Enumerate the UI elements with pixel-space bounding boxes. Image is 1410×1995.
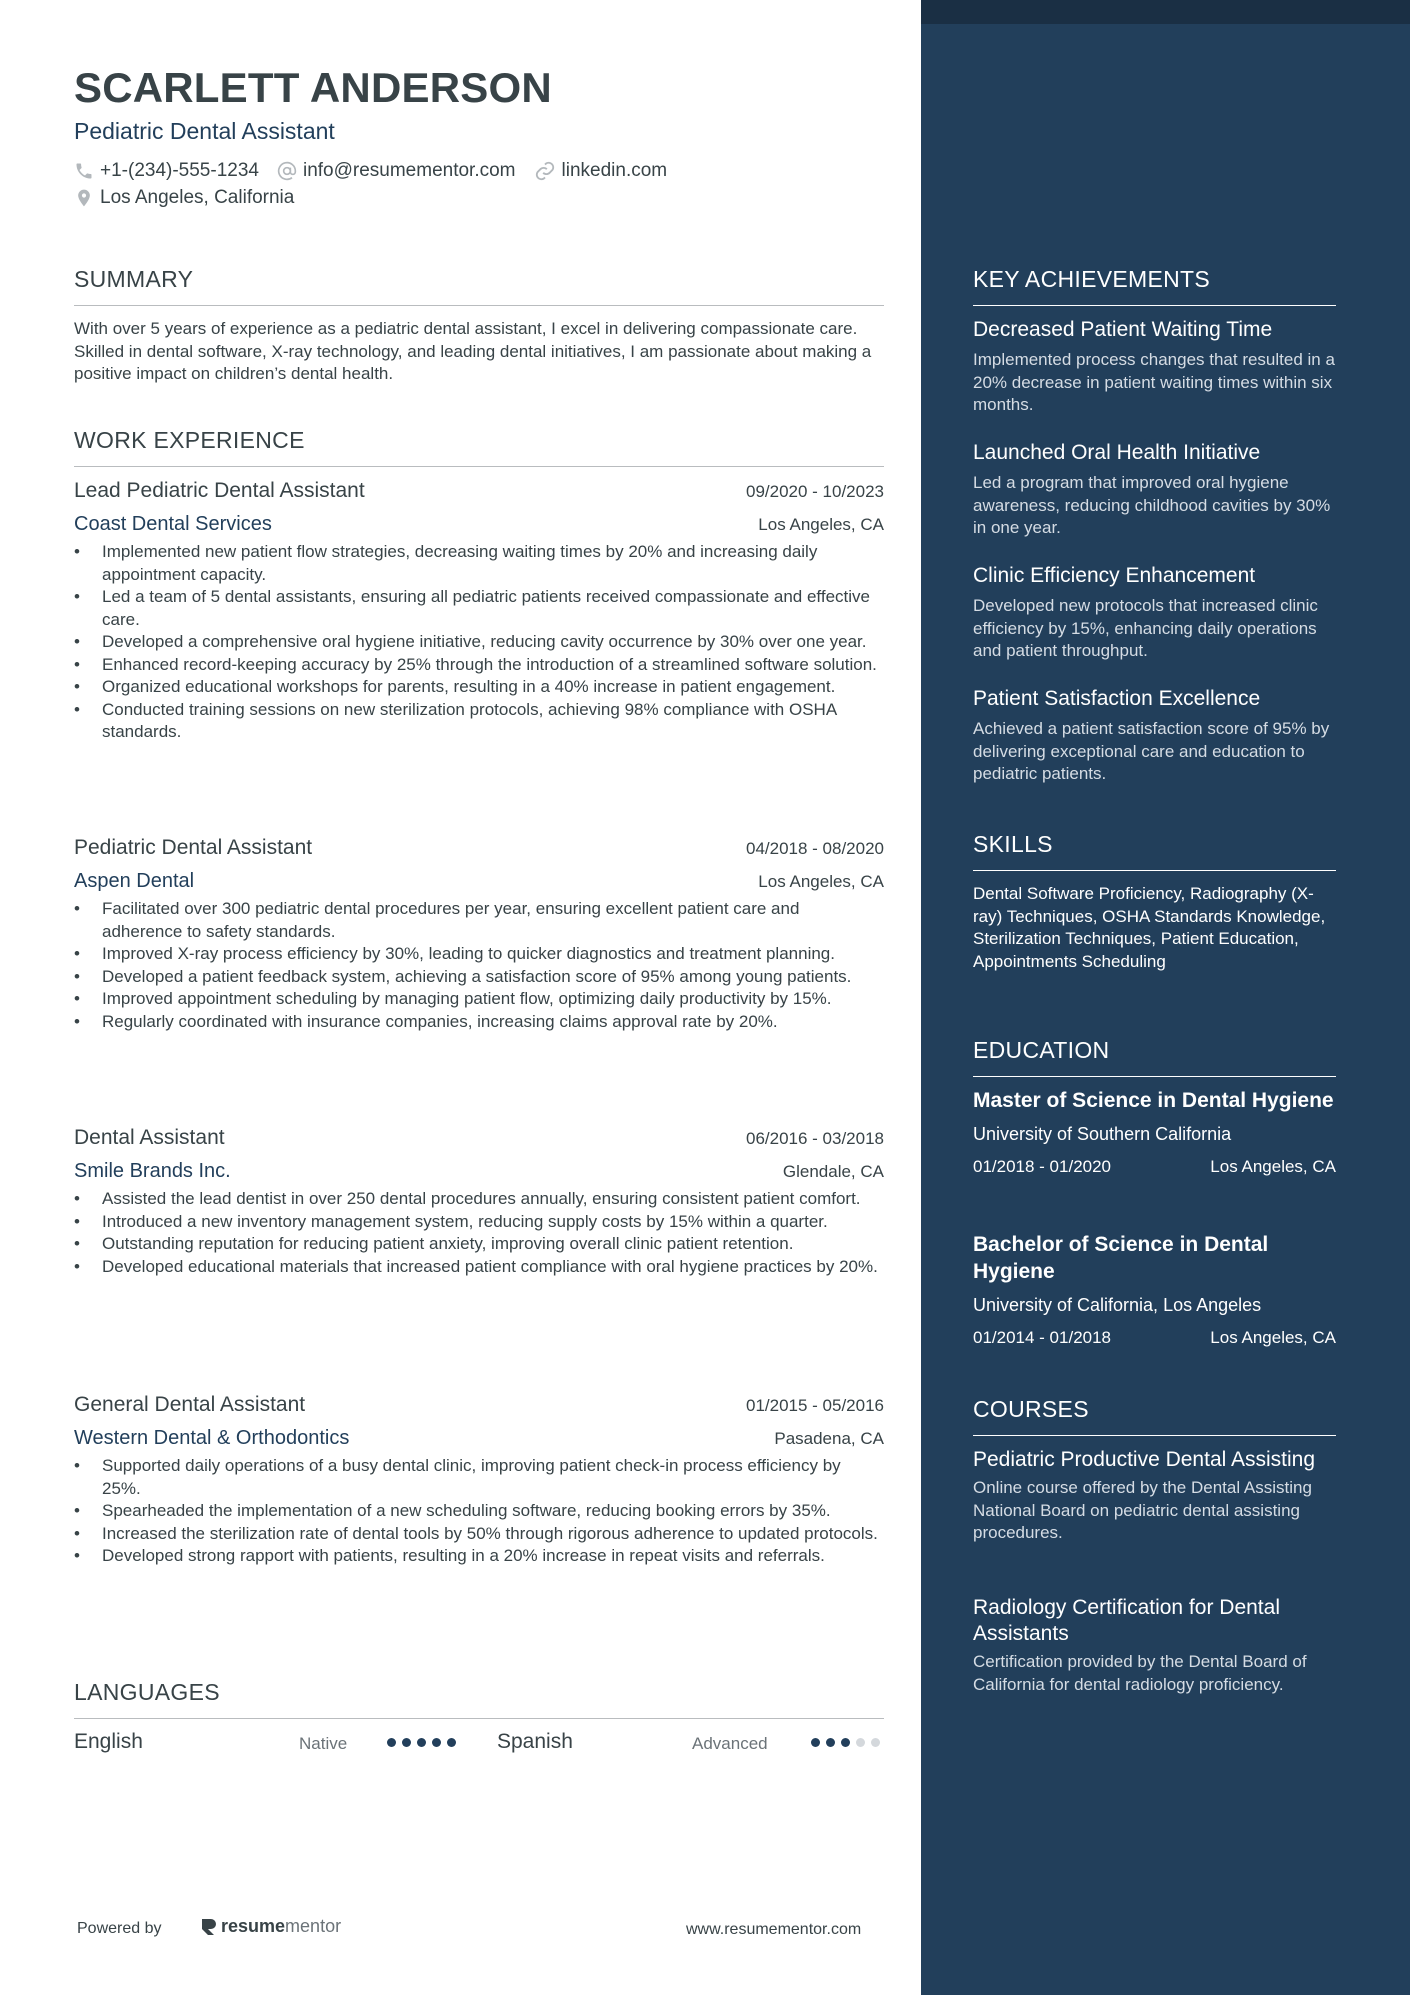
summary-section (74, 266, 884, 386)
brand-bold: resume (221, 1916, 286, 1936)
education-location: Los Angeles, CA (1210, 1328, 1336, 1347)
achievement-title: Patient Satisfaction Excellence (973, 687, 1261, 710)
course-title: Pediatric Productive Dental Assisting (973, 1448, 1315, 1471)
job-title: General Dental Assistant (74, 1393, 306, 1416)
resumementor-logo-icon (200, 1917, 218, 1937)
contact-location (74, 187, 312, 209)
education-item (973, 1231, 1336, 1348)
candidate-title: Pediatric Dental Assistant (74, 118, 335, 144)
education-location: Los Angeles, CA (1210, 1157, 1336, 1176)
achievements-section (973, 266, 1336, 306)
footer-url[interactable]: www.resumementor.com (686, 1921, 862, 1938)
job-bullets (74, 541, 884, 744)
language-name: English (74, 1730, 143, 1753)
skills-text: Dental Software Proficiency, Radiography (X-ray) Techniques, OSHA Standards Knowledge, Sterilization Techniques, Patient Education, Appointments Scheduling (973, 884, 1326, 971)
achievement-desc: Led a program that improved oral hygiene awareness, reducing childhood cavities by 30% in one year. (973, 473, 1331, 537)
achievement-item (973, 687, 1336, 786)
bullet: • Implemented new patient flow strategies, decreasing waiting times by 20% and increasing daily appointment capacity. (74, 541, 884, 586)
map-pin-icon (74, 187, 94, 209)
courses-heading: COURSES (973, 1396, 1336, 1436)
bullet: • Improved appointment scheduling by managing patient flow, optimizing daily productivity by 15%. (74, 988, 884, 1011)
rating-dot (856, 1738, 865, 1747)
job-title: Dental Assistant (74, 1126, 225, 1149)
achievement-title: Decreased Patient Waiting Time (973, 318, 1273, 341)
language-level: Native (299, 1734, 348, 1753)
bullet: • Led a team of 5 dental assistants, ensuring all pediatric patients received compassionate and effective care. (74, 586, 884, 631)
powered-by-label: Powered by (77, 1920, 162, 1937)
job-location: Los Angeles, CA (758, 872, 884, 891)
job-dates: 04/2018 - 08/2020 (745, 839, 884, 858)
job-company: Western Dental & Orthodontics (74, 1427, 350, 1449)
contact-email[interactable] (277, 160, 516, 182)
job-dates: 06/2016 - 03/2018 (745, 1129, 884, 1148)
job-entry (74, 1126, 884, 1278)
achievement-item (973, 441, 1336, 540)
job-company: Smile Brands Inc. (74, 1160, 231, 1182)
job-entry (74, 1393, 884, 1568)
bullet: • Supported daily operations of a busy dental clinic, improving patient check-in process efficiency by 25%. (74, 1455, 884, 1500)
rating-dot (826, 1738, 835, 1747)
bullet: • Enhanced record-keeping accuracy by 25% through the introduction of a streamlined software solution. (74, 654, 884, 677)
bullet: • Facilitated over 300 pediatric dental procedures per year, ensuring excellent patient care and adherence to safety standards. (74, 898, 884, 943)
language-level: Advanced (692, 1734, 768, 1753)
languages-heading: LANGUAGES (74, 1679, 884, 1719)
education-item (973, 1087, 1336, 1177)
linkedin-text: linkedin.com (561, 160, 668, 181)
rating-dot (417, 1738, 426, 1747)
bullet: • Assisted the lead dentist in over 250 dental procedures annually, ensuring consistent patient comfort. (74, 1188, 884, 1211)
location-item (74, 187, 294, 209)
language-rating (811, 1738, 886, 1747)
job-location: Los Angeles, CA (758, 515, 884, 534)
course-item (973, 1595, 1336, 1696)
resumementor-logo[interactable] (200, 1916, 341, 1937)
brand-light: mentor (285, 1916, 342, 1936)
education-degree: Bachelor of Science in Dental Hygiene (973, 1233, 1269, 1283)
language-rating (387, 1738, 462, 1747)
rating-dot (402, 1738, 411, 1747)
skills-heading: SKILLS (973, 831, 1336, 871)
job-dates: 09/2020 - 10/2023 (745, 482, 884, 501)
skills-section (973, 831, 1336, 973)
course-item (973, 1447, 1336, 1545)
location-text: Los Angeles, California (100, 187, 295, 208)
bullet: • Developed a patient feedback system, achieving a satisfaction score of 95% among young patients. (74, 966, 884, 989)
rating-dot (432, 1738, 441, 1747)
bullet: • Organized educational workshops for parents, resulting in a 40% increase in patient engagement. (74, 676, 884, 699)
summary-heading: SUMMARY (74, 266, 884, 306)
rating-dot (387, 1738, 396, 1747)
rating-dot (841, 1738, 850, 1747)
summary-text: With over 5 years of experience as a pediatric dental assistant, I excel in delivering compassionate care. Skilled in dental software, X-ray technology, and leading dental initiatives, I am passionate about making a positive impact on children’s dental health. (74, 319, 872, 383)
rating-dot (811, 1738, 820, 1747)
education-degree: Master of Science in Dental Hygiene (973, 1089, 1334, 1112)
achievements-heading: KEY ACHIEVEMENTS (973, 266, 1336, 306)
job-location: Pasadena, CA (774, 1429, 884, 1448)
achievement-desc: Achieved a patient satisfaction score of 95% by delivering exceptional care and education to pediatric patients. (973, 719, 1330, 783)
education-dates: 01/2018 - 01/2020 (973, 1157, 1112, 1176)
job-entry (74, 479, 884, 744)
job-bullets (74, 1188, 884, 1278)
job-entry (74, 836, 884, 1033)
education-section (973, 1037, 1336, 1077)
achievement-item (973, 564, 1336, 663)
course-desc: Online course offered by the Dental Assisting National Board on pediatric dental assisting procedures. (973, 1478, 1312, 1542)
job-title: Pediatric Dental Assistant (74, 836, 313, 859)
bullet: • Conducted training sessions on new sterilization protocols, achieving 98% compliance with OSHA standards. (74, 699, 884, 744)
bullet: • Increased the sterilization rate of dental tools by 50% through rigorous adherence to updated protocols. (74, 1523, 884, 1546)
bullet: • Developed educational materials that increased patient compliance with oral hygiene practices by 20%. (74, 1256, 884, 1279)
experience-heading: WORK EXPERIENCE (74, 427, 884, 467)
achievement-item (973, 318, 1336, 417)
achievement-title: Clinic Efficiency Enhancement (973, 564, 1256, 587)
education-school: University of California, Los Angeles (973, 1295, 1262, 1315)
link-icon (534, 160, 556, 182)
phone-icon (74, 161, 94, 181)
contact-linkedin[interactable] (534, 160, 668, 182)
bullet: • Outstanding reputation for reducing patient anxiety, improving overall clinic patient retention. (74, 1233, 884, 1256)
bullet: • Spearheaded the implementation of a new scheduling software, reducing booking errors by 35%. (74, 1500, 884, 1523)
education-heading: EDUCATION (973, 1037, 1336, 1077)
contact-phone[interactable] (74, 160, 259, 182)
course-desc: Certification provided by the Dental Board of California for dental radiology proficiency. (973, 1652, 1307, 1694)
rating-dot (871, 1738, 880, 1747)
phone-text: +1-(234)-555-1234 (100, 160, 259, 181)
education-school: University of Southern California (973, 1124, 1232, 1144)
bullet: • Improved X-ray process efficiency by 30%, leading to quicker diagnostics and treatment planning. (74, 943, 884, 966)
education-dates: 01/2014 - 01/2018 (973, 1328, 1112, 1347)
achievement-desc: Developed new protocols that increased clinic efficiency by 15%, enhancing daily operations and patient throughput. (973, 596, 1318, 660)
achievement-title: Launched Oral Health Initiative (973, 441, 1261, 464)
job-location: Glendale, CA (782, 1162, 884, 1181)
bullet: • Regularly coordinated with insurance companies, increasing claims approval rate by 20%. (74, 1011, 884, 1034)
candidate-name: SCARLETT ANDERSON (74, 64, 552, 111)
bullet: • Developed strong rapport with patients, resulting in a 20% increase in repeat visits and referrals. (74, 1545, 884, 1568)
at-icon (277, 161, 297, 181)
bullet: • Developed a comprehensive oral hygiene initiative, reducing cavity occurrence by 30% over one year. (74, 631, 884, 654)
rating-dot (447, 1738, 456, 1747)
courses-section (973, 1396, 1336, 1436)
email-text: info@resumementor.com (302, 160, 516, 181)
job-company: Aspen Dental (74, 870, 195, 892)
language-name: Spanish (497, 1730, 573, 1753)
job-company: Coast Dental Services (74, 513, 272, 535)
sidebar-top-bar (921, 0, 1410, 24)
bullet: • Introduced a new inventory management system, reducing supply costs by 15% within a quarter. (74, 1211, 884, 1234)
job-dates: 01/2015 - 05/2016 (745, 1396, 884, 1415)
languages-section (74, 1679, 884, 1719)
job-bullets (74, 1455, 884, 1568)
achievement-desc: Implemented process changes that resulted in a 20% decrease in patient waiting times within six months. (973, 350, 1335, 414)
job-title: Lead Pediatric Dental Assistant (74, 479, 365, 502)
course-title: Radiology Certification for Dental Assistants (973, 1596, 1280, 1645)
job-bullets (74, 898, 884, 1033)
experience-section (74, 427, 884, 467)
contact-row (74, 160, 685, 182)
